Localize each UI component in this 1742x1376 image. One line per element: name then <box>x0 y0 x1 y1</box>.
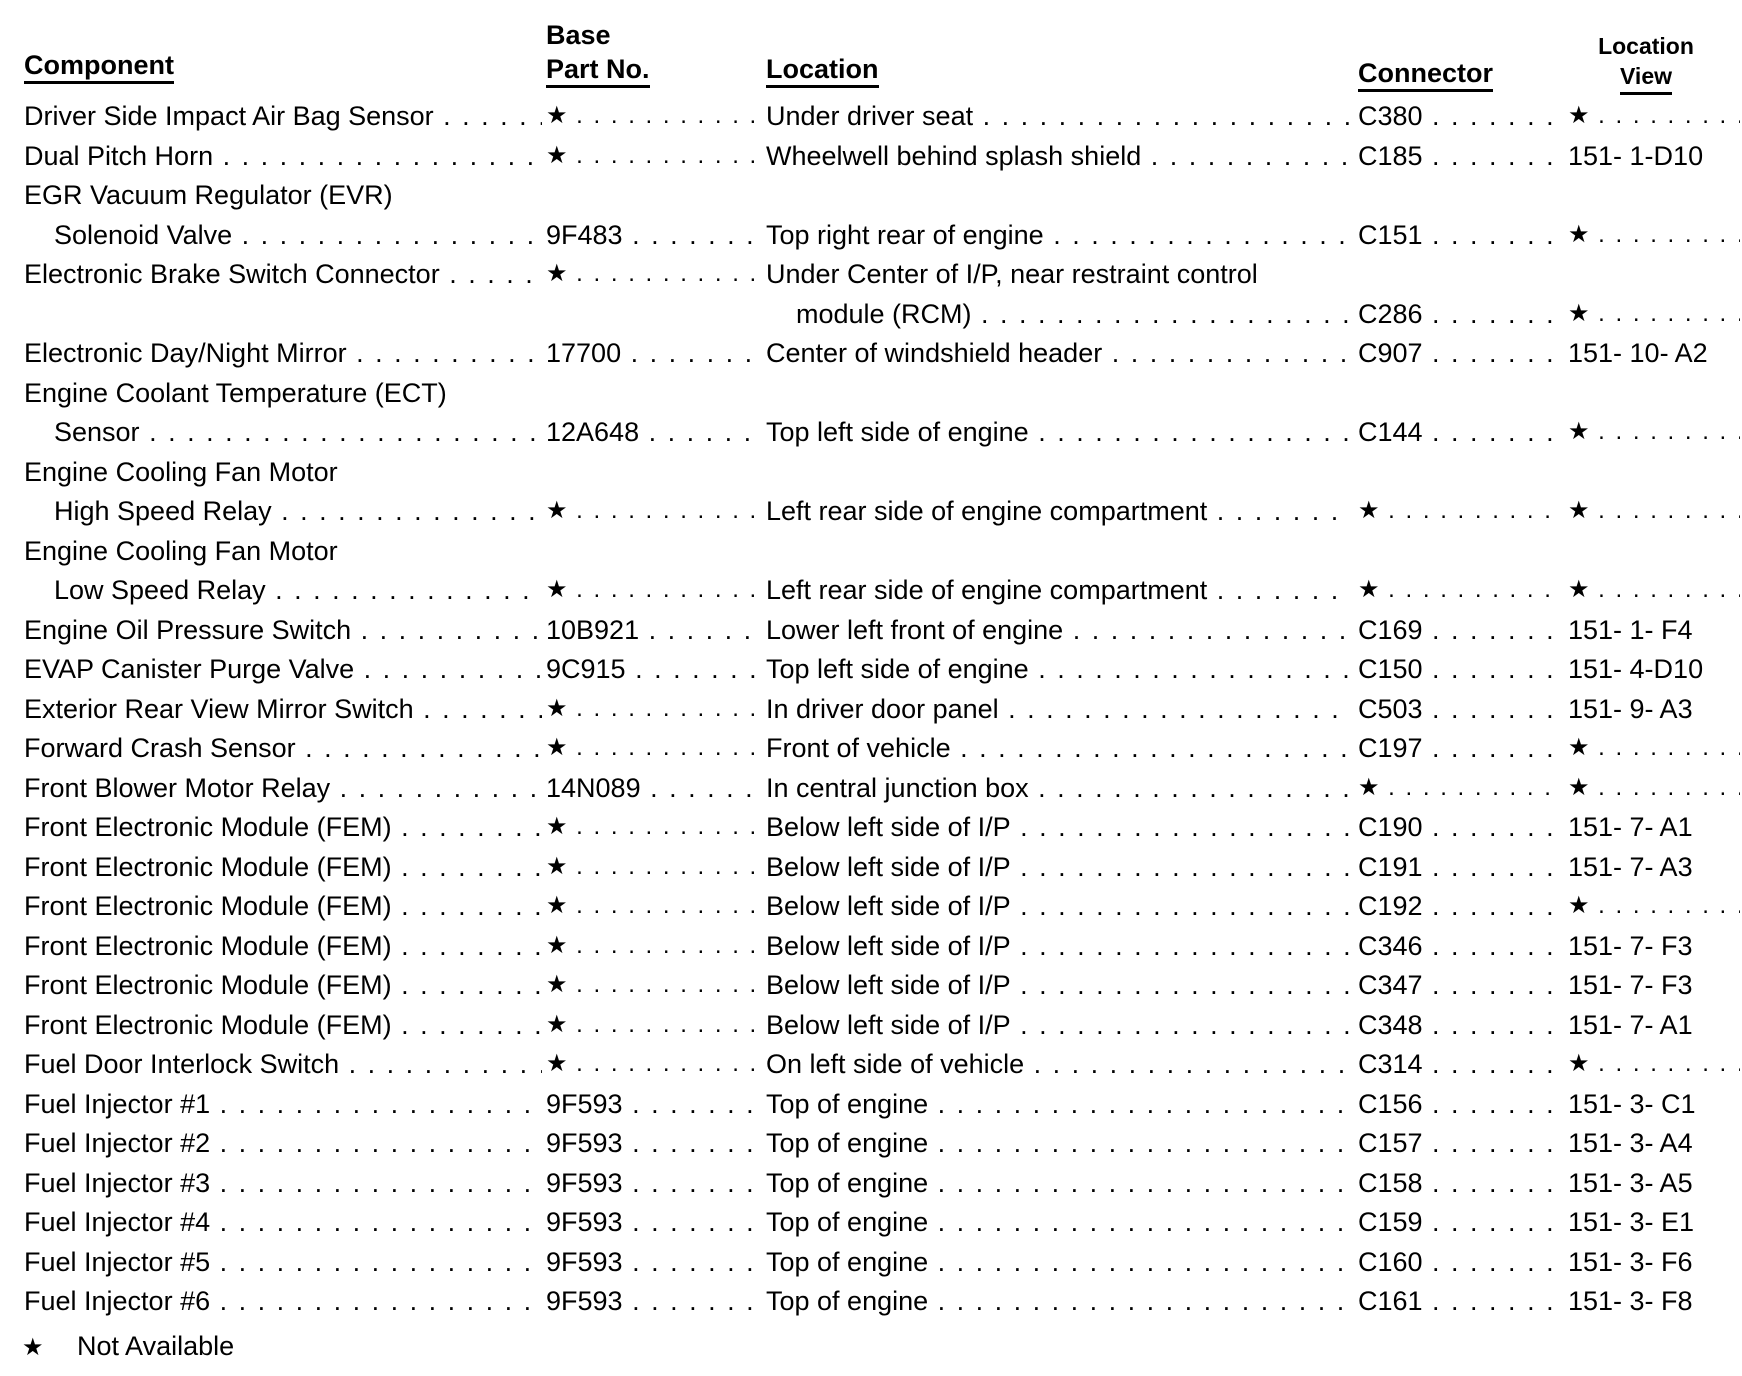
component-cell: Front Electronic Module (FEM) . . . <box>24 886 542 926</box>
table-row <box>0 886 1742 926</box>
location-view-cell: 151- 3- F8 <box>1568 1286 1693 1316</box>
table-row <box>0 294 1742 334</box>
component-cell: Front Electronic Module (FEM) . . . <box>24 1005 542 1045</box>
table-row <box>0 1005 1742 1045</box>
table-row <box>0 96 1742 136</box>
part-number-cell: ★ . . . <box>546 728 760 768</box>
part-number-cell: ★ . . . <box>546 965 760 1005</box>
location-cell: Top of engine . . . <box>766 1202 1350 1242</box>
component-cell: Driver Side Impact Air Bag Sensor . . . <box>24 96 542 136</box>
location-cell: module (RCM) . . . <box>796 294 1350 334</box>
connector-cell: C191 . . . <box>1358 847 1554 887</box>
location-cell: Top left side of engine . . . <box>766 412 1350 452</box>
location-view-cell: ★ . . . <box>1568 96 1740 136</box>
component-cell: Fuel Injector #3 . . . <box>24 1163 542 1203</box>
component-cell: Engine Coolant Temperature (ECT) <box>24 377 447 408</box>
location-cell: Top of engine . . . <box>766 1123 1350 1163</box>
table-row <box>0 649 1742 689</box>
component-cell: EGR Vacuum Regulator (EVR) <box>24 180 393 210</box>
part-number-cell: 9C915 . . . <box>546 649 760 689</box>
connector-cell: C144 . . . <box>1358 412 1554 452</box>
connector-cell: ★ . . . <box>1358 570 1554 610</box>
connector-cell: C150 . . . <box>1358 649 1554 689</box>
header-location-view-line1: Location <box>1598 33 1694 59</box>
location-cell: Below left side of I/P . . . <box>766 926 1350 966</box>
connector-cell: C286 . . . <box>1358 294 1554 334</box>
location-cell: Below left side of I/P . . . <box>766 965 1350 1005</box>
location-cell: Top of engine . . . <box>766 1242 1350 1282</box>
location-cell: Below left side of I/P . . . <box>766 807 1350 847</box>
location-view-cell: 151- 3- E1 <box>1568 1207 1695 1237</box>
table-row <box>0 373 1742 413</box>
table-row <box>0 531 1742 571</box>
footnote-text: Not Available <box>77 1331 235 1361</box>
location-view-cell: 151- 3- C1 <box>1568 1088 1696 1119</box>
location-view-cell: 151- 7- A3 <box>1568 851 1693 882</box>
location-cell: Wheelwell behind splash shield . . . <box>766 136 1350 176</box>
connector-cell: C314 . . . <box>1358 1044 1554 1084</box>
component-cell: Fuel Injector #5 . . . <box>24 1242 542 1282</box>
location-cell: Left rear side of engine compartment . . . <box>766 491 1350 531</box>
component-cell: Fuel Injector #1 . . . <box>24 1084 542 1124</box>
part-number-cell: 9F593 . . . <box>546 1084 760 1124</box>
table-row <box>0 1123 1742 1163</box>
location-view-cell: 151- 1- F4 <box>1568 614 1693 645</box>
location-view-cell: ★ . . . <box>1568 886 1740 926</box>
table-row <box>0 965 1742 1005</box>
header-location-label: Location <box>766 53 879 88</box>
table-row <box>0 175 1742 215</box>
table-row <box>0 491 1742 531</box>
component-cell: Forward Crash Sensor . . . <box>24 728 542 768</box>
table-row <box>0 1044 1742 1084</box>
connector-cell: C346 . . . <box>1358 926 1554 966</box>
component-cell: Exterior Rear View Mirror Switch . . . <box>24 689 542 729</box>
connector-cell: ★ . . . <box>1358 491 1554 531</box>
location-cell: Center of windshield header . . . <box>766 333 1350 373</box>
location-view-cell: ★ . . . <box>1568 728 1740 768</box>
connector-cell: C907 . . . <box>1358 333 1554 373</box>
connector-cell: C503 . . . <box>1358 689 1554 729</box>
table-row <box>0 215 1742 255</box>
location-view-cell: ★ . . . <box>1568 1044 1740 1084</box>
part-number-cell: ★ . . . <box>546 254 760 294</box>
table-row <box>0 807 1742 847</box>
component-cell: Fuel Injector #4 . . . <box>24 1202 542 1242</box>
table-row <box>0 1281 1742 1321</box>
part-number-cell: ★ . . . <box>546 96 760 136</box>
header-location-view-line2: View <box>1620 60 1672 95</box>
location-cell: Top right rear of engine . . . <box>766 215 1350 255</box>
location-view-cell: 151- 7- A1 <box>1568 812 1693 842</box>
header-connector-label: Connector <box>1358 57 1493 92</box>
header-base-part-line1: Base <box>546 20 611 50</box>
location-view-cell: 151- 3- A5 <box>1568 1167 1693 1198</box>
component-cell: Engine Cooling Fan Motor <box>24 456 338 487</box>
header-component-label: Component <box>24 49 174 84</box>
table-row <box>0 254 1742 294</box>
part-number-cell: ★ . . . <box>546 1044 760 1084</box>
connector-cell: C157 . . . <box>1358 1123 1554 1163</box>
connector-cell: ★ . . . <box>1358 768 1554 808</box>
component-cell: Front Electronic Module (FEM) . . . <box>24 926 542 966</box>
component-cell: Engine Oil Pressure Switch . . . <box>24 610 542 650</box>
location-cell: Top of engine . . . <box>766 1084 1350 1124</box>
location-view-cell: ★ . . . <box>1568 294 1740 334</box>
component-cell: Front Electronic Module (FEM) . . . <box>24 847 542 887</box>
connector-cell: C159 . . . <box>1358 1202 1554 1242</box>
part-number-cell: ★ . . . <box>546 1005 760 1045</box>
component-cell: Electronic Day/Night Mirror . . . <box>24 333 542 373</box>
part-number-cell: ★ . . . <box>546 136 760 176</box>
location-view-cell: ★ . . . <box>1568 570 1740 610</box>
table-row <box>0 1202 1742 1242</box>
connector-cell: C160 . . . <box>1358 1242 1554 1282</box>
connector-cell: C151 . . . <box>1358 215 1554 255</box>
component-cell: Fuel Door Interlock Switch . . . <box>24 1044 542 1084</box>
location-view-cell: 151- 7- F3 <box>1568 930 1693 961</box>
part-number-cell: ★ . . . <box>546 689 760 729</box>
component-cell: Front Electronic Module (FEM) . . . <box>24 965 542 1005</box>
location-cell: Top left side of engine . . . <box>766 649 1350 689</box>
location-view-cell: ★ . . . <box>1568 215 1740 255</box>
location-cell: In central junction box . . . <box>766 768 1350 808</box>
header-location <box>766 52 879 88</box>
part-number-cell: 9F593 . . . <box>546 1242 760 1282</box>
location-view-cell: 151- 3- A4 <box>1568 1128 1693 1158</box>
part-number-cell: ★ . . . <box>546 570 760 610</box>
location-cell: On left side of vehicle . . . <box>766 1044 1350 1084</box>
connector-cell: C192 . . . <box>1358 886 1554 926</box>
location-cell: Below left side of I/P . . . <box>766 886 1350 926</box>
header-component <box>24 48 174 84</box>
part-number-cell: 9F483 . . . <box>546 215 760 255</box>
part-number-cell: 9F593 . . . <box>546 1163 760 1203</box>
connector-cell: C161 . . . <box>1358 1281 1554 1321</box>
table-row <box>0 136 1742 176</box>
component-cell: Sensor . . . <box>54 412 542 452</box>
location-cell: Left rear side of engine compartment . . . <box>766 570 1350 610</box>
star-icon: ★ <box>22 1334 44 1361</box>
component-cell: EVAP Canister Purge Valve . . . <box>24 649 542 689</box>
table-row <box>0 412 1742 452</box>
connector-cell: C347 . . . <box>1358 965 1554 1005</box>
location-cell: Under driver seat . . . <box>766 96 1350 136</box>
table-row <box>0 1242 1742 1282</box>
location-cell: Below left side of I/P . . . <box>766 847 1350 887</box>
table-row <box>0 570 1742 610</box>
connector-cell: C197 . . . <box>1358 728 1554 768</box>
part-number-cell: ★ . . . <box>546 491 760 531</box>
table-row <box>0 333 1742 373</box>
location-view-cell: 151- 7- F3 <box>1568 970 1693 1000</box>
component-cell: Front Electronic Module (FEM) . . . <box>24 807 542 847</box>
part-number-cell: 9F593 . . . <box>546 1281 760 1321</box>
location-view-cell: 151- 10- A2 <box>1568 338 1708 368</box>
table-row <box>0 1163 1742 1203</box>
table-row <box>0 452 1742 492</box>
header-base-part <box>546 18 650 88</box>
location-cell: Top of engine . . . <box>766 1281 1350 1321</box>
table-row <box>0 610 1742 650</box>
header-location-view <box>1586 32 1706 95</box>
part-number-cell: 12A648 . . . <box>546 412 760 452</box>
table-row <box>0 728 1742 768</box>
component-cell: Front Blower Motor Relay . . . <box>24 768 542 808</box>
location-view-cell: 151- 3- F6 <box>1568 1246 1693 1277</box>
location-view-cell: 151- 1-D10 <box>1568 140 1704 171</box>
location-view-cell: ★ . . . <box>1568 768 1740 808</box>
table-row <box>0 689 1742 729</box>
location-cell: In driver door panel . . . <box>766 689 1350 729</box>
connector-cell: C156 . . . <box>1358 1084 1554 1124</box>
connector-cell: C169 . . . <box>1358 610 1554 650</box>
location-cell: Lower left front of engine . . . <box>766 610 1350 650</box>
part-number-cell: ★ . . . <box>546 807 760 847</box>
part-number-cell: ★ . . . <box>546 886 760 926</box>
location-view-cell: 151- 7- A1 <box>1568 1009 1693 1040</box>
location-cell: Front of vehicle . . . <box>766 728 1350 768</box>
component-cell: Dual Pitch Horn . . . <box>24 136 542 176</box>
footnote <box>22 1326 234 1368</box>
component-cell: Electronic Brake Switch Connector . . . <box>24 254 542 294</box>
part-number-cell: ★ . . . <box>546 847 760 887</box>
location-view-cell: 151- 4-D10 <box>1568 654 1704 684</box>
part-number-cell: 9F593 . . . <box>546 1123 760 1163</box>
location-cell: Below left side of I/P . . . <box>766 1005 1350 1045</box>
table-row <box>0 847 1742 887</box>
component-cell: Fuel Injector #2 . . . <box>24 1123 542 1163</box>
part-number-cell: 9F593 . . . <box>546 1202 760 1242</box>
component-cell: Solenoid Valve . . . <box>54 215 542 255</box>
location-view-cell: ★ . . . <box>1568 491 1740 531</box>
part-number-cell: ★ . . . <box>546 926 760 966</box>
header-base-part-line2: Part No. <box>546 53 650 88</box>
connector-cell: C190 . . . <box>1358 807 1554 847</box>
header-connector <box>1358 56 1493 92</box>
connector-cell: C158 . . . <box>1358 1163 1554 1203</box>
table-row <box>0 1084 1742 1124</box>
component-cell: High Speed Relay . . . <box>54 491 542 531</box>
table-row <box>0 926 1742 966</box>
part-number-cell: 17700 . . . <box>546 333 760 373</box>
component-cell: Fuel Injector #6 . . . <box>24 1281 542 1321</box>
connector-cell: C348 . . . <box>1358 1005 1554 1045</box>
component-cell: Engine Cooling Fan Motor <box>24 535 338 566</box>
connector-cell: C380 . . . <box>1358 96 1554 136</box>
part-number-cell: 10B921 . . . <box>546 610 760 650</box>
table-row <box>0 768 1742 808</box>
location-view-cell: ★ . . . <box>1568 412 1740 452</box>
connector-cell: C185 . . . <box>1358 136 1554 176</box>
component-cell: Low Speed Relay . . . <box>54 570 542 610</box>
location-view-cell: 151- 9- A3 <box>1568 693 1693 724</box>
location-cell: Under Center of I/P, near restraint control <box>766 259 1258 289</box>
location-cell: Top of engine . . . <box>766 1163 1350 1203</box>
part-number-cell: 14N089 . . . <box>546 768 760 808</box>
